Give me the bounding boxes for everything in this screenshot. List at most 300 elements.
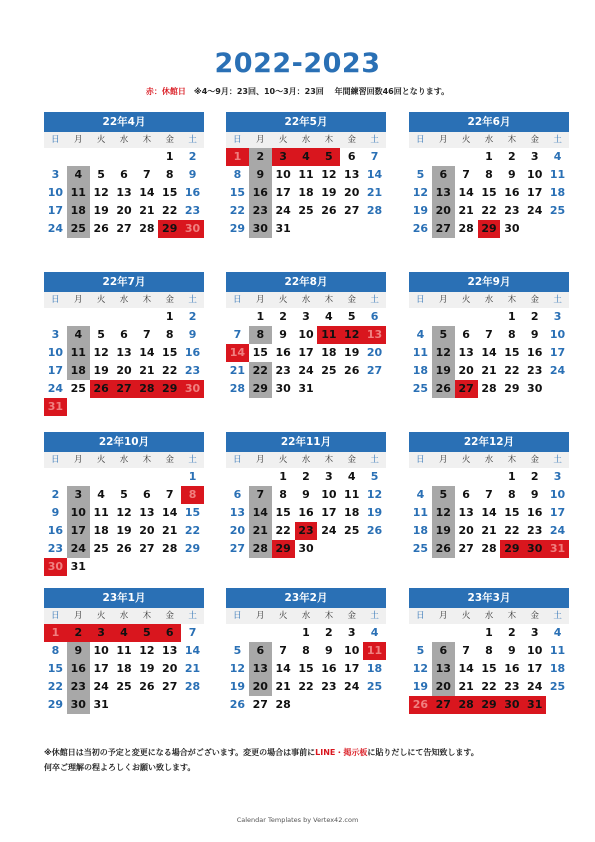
day-cell: 22	[504, 364, 520, 377]
practice-day-cell: 28	[249, 540, 272, 558]
day-cell: 26	[139, 680, 155, 693]
day-cell: 27	[116, 222, 132, 235]
day-cell: 24	[321, 524, 337, 537]
day-cell: 15	[481, 186, 497, 199]
weekday-label: 木	[142, 295, 152, 305]
weekday-header	[409, 452, 569, 468]
day-cell: 1	[302, 626, 310, 639]
empty-cell	[432, 308, 455, 326]
day-cell: 14	[139, 346, 155, 359]
day-cell: 24	[527, 204, 543, 217]
closed-day-cell: 29	[500, 540, 523, 558]
day-cell: 8	[279, 488, 287, 501]
weekday-label: 金	[347, 295, 356, 305]
day-cell: 4	[347, 470, 356, 483]
day-cell: 10	[344, 644, 360, 657]
day-cell: 9	[530, 488, 539, 501]
weekday-label: 月	[256, 455, 265, 465]
day-cell: 8	[508, 328, 516, 341]
weekday-label: 金	[347, 611, 356, 621]
subtitle	[0, 86, 595, 97]
closed-day-cell: 3	[90, 624, 113, 642]
day-cell: 10	[549, 488, 566, 501]
practice-day-cell: 9	[249, 166, 272, 184]
weekday-label: 水	[119, 611, 129, 621]
practice-day-cell: 18	[67, 362, 90, 380]
empty-cell	[272, 624, 295, 642]
practice-day-cell: 20	[249, 678, 272, 696]
empty-cell	[44, 468, 67, 486]
day-cell: 15	[504, 346, 520, 359]
day-cell: 3	[530, 626, 539, 639]
day-cell: 7	[143, 168, 151, 181]
closed-day-cell: 26	[409, 696, 432, 714]
empty-cell	[135, 308, 158, 326]
day-cell: 17	[527, 662, 543, 675]
day-cell: 15	[47, 662, 64, 675]
day-cell: 9	[302, 488, 310, 501]
practice-day-cell: 5	[432, 486, 455, 504]
day-cell: 18	[321, 346, 337, 359]
weekday-label: 金	[165, 135, 174, 145]
weekday-label: 木	[507, 135, 517, 145]
empty-cell	[44, 148, 67, 166]
day-cell: 2	[51, 488, 60, 501]
practice-day-cell: 20	[432, 202, 455, 220]
empty-cell	[478, 308, 501, 326]
weekday-label: 水	[119, 455, 129, 465]
day-cell: 20	[139, 524, 155, 537]
day-cell: 31	[275, 222, 291, 235]
day-cell: 31	[70, 560, 86, 573]
day-cell: 29	[229, 222, 246, 235]
weekday-label: 土	[370, 135, 379, 145]
practice-day-cell: 26	[432, 380, 455, 398]
empty-cell	[158, 468, 181, 486]
day-cell: 8	[485, 168, 493, 181]
day-cell: 2	[325, 626, 333, 639]
day-grid	[44, 148, 204, 238]
weekday-label: 日	[416, 135, 425, 145]
day-cell: 3	[530, 150, 539, 163]
day-cell: 26	[93, 222, 109, 235]
weekday-label: 日	[416, 295, 425, 305]
day-cell: 28	[481, 382, 497, 395]
weekday-label: 木	[324, 455, 334, 465]
day-cell: 9	[188, 168, 197, 181]
day-cell: 11	[549, 168, 566, 181]
day-cell: 13	[139, 506, 155, 519]
day-cell: 29	[504, 382, 520, 395]
day-cell: 28	[275, 698, 291, 711]
weekday-label: 木	[324, 295, 334, 305]
practice-day-cell: 6	[432, 642, 455, 660]
day-cell: 13	[229, 506, 246, 519]
day-cell: 13	[344, 168, 360, 181]
empty-cell	[135, 468, 158, 486]
day-cell: 20	[116, 364, 132, 377]
day-cell: 15	[481, 662, 497, 675]
weekday-label: 日	[416, 455, 425, 465]
closed-day-cell: 29	[272, 540, 295, 558]
weekday-label: 金	[530, 135, 539, 145]
month-header: 22年12月	[409, 432, 569, 452]
closed-day-cell: 4	[113, 624, 136, 642]
day-cell: 2	[279, 310, 287, 323]
closed-day-cell: 3	[272, 148, 295, 166]
day-cell: 16	[298, 506, 314, 519]
day-cell: 7	[188, 626, 197, 639]
empty-cell	[113, 308, 136, 326]
day-cell: 19	[344, 346, 360, 359]
day-cell: 26	[344, 364, 360, 377]
weekday-label: 月	[74, 611, 83, 621]
day-cell: 20	[458, 524, 474, 537]
weekday-label: 月	[256, 611, 265, 621]
empty-cell	[226, 624, 249, 642]
weekday-label: 火	[461, 611, 471, 621]
practice-day-cell: 6	[249, 642, 272, 660]
day-cell: 24	[93, 680, 109, 693]
day-cell: 25	[321, 364, 337, 377]
practice-day-cell: 12	[432, 504, 455, 522]
weekday-label: 木	[142, 135, 152, 145]
weekday-header	[226, 452, 386, 468]
day-cell: 1	[485, 150, 493, 163]
day-cell: 15	[298, 662, 314, 675]
day-cell: 10	[527, 644, 543, 657]
day-cell: 11	[344, 488, 360, 501]
empty-cell	[44, 308, 67, 326]
day-cell: 22	[481, 204, 497, 217]
day-cell: 2	[508, 150, 516, 163]
day-cell: 16	[184, 346, 201, 359]
day-cell: 17	[549, 506, 566, 519]
day-cell: 21	[458, 680, 474, 693]
empty-cell	[409, 624, 432, 642]
day-cell: 12	[366, 488, 383, 501]
closed-day-cell: 27	[432, 696, 455, 714]
notice-text-2: に貼りだしにて告知致します。	[367, 748, 479, 757]
day-cell: 28	[162, 542, 178, 555]
closed-day-cell: 8	[181, 486, 204, 504]
weekday-label: 木	[324, 135, 334, 145]
day-cell: 22	[162, 204, 178, 217]
day-cell: 3	[553, 470, 562, 483]
day-cell: 18	[412, 364, 429, 377]
day-cell: 20	[229, 524, 246, 537]
closed-day-cell: 30	[523, 540, 546, 558]
weekday-label: 火	[278, 295, 288, 305]
day-cell: 29	[47, 698, 64, 711]
day-cell: 8	[165, 168, 174, 181]
day-cell: 19	[93, 204, 109, 217]
day-cell: 23	[184, 364, 201, 377]
practice-day-cell: 8	[249, 326, 272, 344]
day-cell: 1	[508, 310, 516, 323]
day-cell: 4	[416, 328, 425, 341]
weekday-label: 木	[507, 455, 517, 465]
day-cell: 20	[458, 364, 474, 377]
day-cell: 26	[321, 204, 337, 217]
day-cell: 7	[485, 328, 493, 341]
closed-day-cell: 1	[226, 148, 249, 166]
day-cell: 23	[184, 204, 201, 217]
closed-day-cell: 5	[317, 148, 340, 166]
day-cell: 2	[188, 150, 197, 163]
weekday-label: 火	[461, 455, 471, 465]
weekday-label: 火	[96, 455, 106, 465]
day-cell: 6	[347, 150, 356, 163]
empty-cell	[249, 468, 272, 486]
day-cell: 28	[184, 680, 201, 693]
weekday-label: 日	[233, 455, 242, 465]
weekday-label: 水	[484, 611, 494, 621]
day-cell: 11	[93, 506, 109, 519]
day-cell: 4	[325, 310, 333, 323]
empty-cell	[455, 624, 478, 642]
footer-credit: Calendar Templates by Vertex42.com	[236, 816, 359, 824]
day-cell: 25	[412, 382, 429, 395]
weekday-header	[44, 608, 204, 624]
practice-day-cell: 19	[432, 362, 455, 380]
weekday-label: 金	[165, 295, 174, 305]
weekday-label: 月	[256, 295, 265, 305]
closed-day-cell: 30	[44, 558, 67, 576]
day-cell: 8	[485, 644, 493, 657]
weekday-label: 月	[74, 295, 83, 305]
day-cell: 8	[165, 328, 174, 341]
weekday-label: 土	[188, 611, 197, 621]
day-cell: 16	[47, 524, 64, 537]
day-cell: 4	[97, 488, 105, 501]
weekday-label: 金	[530, 295, 539, 305]
day-cell: 11	[116, 644, 132, 657]
weekday-label: 水	[119, 135, 129, 145]
day-cell: 14	[481, 346, 497, 359]
day-cell: 23	[527, 524, 543, 537]
day-cell: 23	[47, 542, 64, 555]
day-cell: 29	[184, 542, 201, 555]
day-cell: 3	[347, 626, 356, 639]
weekday-label: 水	[301, 295, 311, 305]
day-cell: 7	[233, 328, 242, 341]
notice-text-3: 何卒ご理解の程よろしくお願い致します。	[44, 763, 196, 772]
day-cell: 22	[275, 524, 291, 537]
day-cell: 19	[229, 680, 246, 693]
day-cell: 22	[504, 524, 520, 537]
empty-cell	[455, 468, 478, 486]
closed-day-cell: 2	[67, 624, 90, 642]
weekday-label: 金	[347, 135, 356, 145]
day-cell: 9	[508, 168, 516, 181]
day-grid	[44, 624, 204, 714]
day-cell: 3	[51, 168, 60, 181]
day-cell: 5	[370, 470, 379, 483]
day-cell: 22	[162, 364, 178, 377]
closed-day-cell: 29	[478, 696, 501, 714]
day-cell: 17	[527, 186, 543, 199]
weekday-header	[44, 132, 204, 148]
practice-day-cell: 21	[249, 522, 272, 540]
weekday-label: 水	[484, 295, 494, 305]
weekday-label: 土	[553, 135, 562, 145]
day-grid	[226, 468, 386, 558]
day-cell: 26	[412, 222, 429, 235]
day-cell: 5	[416, 168, 425, 181]
weekday-label: 土	[553, 455, 562, 465]
day-cell: 28	[366, 204, 383, 217]
weekday-label: 日	[51, 135, 60, 145]
closed-day-cell: 14	[226, 344, 249, 362]
empty-cell	[432, 468, 455, 486]
day-cell: 9	[325, 644, 333, 657]
weekday-label: 月	[439, 135, 448, 145]
empty-cell	[455, 308, 478, 326]
day-cell: 17	[47, 204, 64, 217]
closed-day-cell: 27	[113, 380, 136, 398]
day-cell: 26	[116, 542, 132, 555]
practice-day-cell: 25	[67, 220, 90, 238]
weekday-label: 土	[370, 611, 379, 621]
day-cell: 1	[279, 470, 287, 483]
day-cell: 19	[321, 186, 337, 199]
day-cell: 12	[93, 346, 109, 359]
closed-day-cell: 1	[44, 624, 67, 642]
day-cell: 31	[298, 382, 314, 395]
closed-day-cell: 11	[317, 326, 340, 344]
day-cell: 4	[553, 626, 562, 639]
day-cell: 21	[139, 204, 155, 217]
practice-day-cell: 26	[432, 540, 455, 558]
month-header: 22年5月	[226, 112, 386, 132]
day-cell: 8	[51, 644, 60, 657]
month-calendar	[226, 588, 386, 714]
day-cell: 1	[256, 310, 265, 323]
weekday-label: 日	[51, 611, 60, 621]
weekday-label: 金	[165, 455, 174, 465]
practice-day-cell: 19	[432, 522, 455, 540]
month-header: 22年4月	[44, 112, 204, 132]
day-cell: 5	[347, 310, 356, 323]
day-cell: 11	[412, 506, 429, 519]
month-calendar	[409, 432, 569, 558]
day-cell: 26	[366, 524, 383, 537]
day-cell: 14	[275, 662, 291, 675]
day-cell: 2	[302, 470, 310, 483]
day-cell: 25	[412, 542, 429, 555]
weekday-label: 火	[461, 295, 471, 305]
month-header: 23年2月	[226, 588, 386, 608]
day-cell: 15	[275, 506, 291, 519]
month-header: 22年9月	[409, 272, 569, 292]
practice-day-cell: 4	[67, 166, 90, 184]
closed-day-cell: 6	[158, 624, 181, 642]
day-cell: 9	[279, 328, 287, 341]
day-cell: 18	[298, 186, 314, 199]
day-cell: 21	[275, 680, 291, 693]
weekday-label: 水	[301, 135, 311, 145]
day-cell: 16	[504, 186, 520, 199]
day-cell: 12	[412, 662, 429, 675]
month-calendar	[409, 588, 569, 714]
day-cell: 28	[229, 382, 246, 395]
practice-day-cell: 18	[67, 202, 90, 220]
day-cell: 6	[120, 168, 128, 181]
practice-day-cell: 16	[249, 184, 272, 202]
day-grid	[409, 148, 569, 238]
day-cell: 31	[93, 698, 109, 711]
day-cell: 24	[275, 204, 291, 217]
day-cell: 23	[504, 680, 520, 693]
day-cell: 5	[233, 644, 242, 657]
closed-day-cell: 28	[455, 696, 478, 714]
day-grid	[409, 468, 569, 558]
day-cell: 12	[93, 186, 109, 199]
day-cell: 13	[116, 346, 132, 359]
empty-cell	[113, 148, 136, 166]
weekday-label: 木	[324, 611, 334, 621]
day-grid	[226, 148, 386, 238]
day-cell: 20	[162, 662, 178, 675]
day-cell: 19	[139, 662, 155, 675]
day-cell: 5	[120, 488, 128, 501]
day-cell: 1	[165, 310, 174, 323]
day-cell: 21	[481, 364, 497, 377]
day-cell: 13	[116, 186, 132, 199]
empty-cell	[135, 148, 158, 166]
day-cell: 27	[139, 542, 155, 555]
notice-text-1: ※休館日は当初の予定と変更になる場合がございます。変更の場合は事前に	[44, 748, 316, 757]
day-cell: 21	[366, 186, 383, 199]
closed-day-cell: 28	[135, 380, 158, 398]
day-cell: 18	[549, 186, 566, 199]
day-cell: 18	[412, 524, 429, 537]
day-cell: 22	[298, 680, 314, 693]
weekday-label: 火	[278, 611, 288, 621]
day-cell: 22	[47, 680, 64, 693]
closed-day-cell: 4	[295, 148, 318, 166]
empty-cell	[249, 624, 272, 642]
weekday-label: 金	[347, 455, 356, 465]
day-cell: 10	[321, 488, 337, 501]
day-cell: 14	[366, 168, 383, 181]
day-cell: 12	[139, 644, 155, 657]
weekday-header	[44, 452, 204, 468]
day-cell: 5	[97, 328, 105, 341]
weekday-label: 土	[188, 135, 197, 145]
day-cell: 23	[527, 364, 543, 377]
weekday-label: 月	[256, 135, 265, 145]
practice-day-cell: 4	[67, 326, 90, 344]
closed-day-cell: 31	[546, 540, 569, 558]
closed-day-cell: 30	[500, 696, 523, 714]
weekday-label: 日	[233, 611, 242, 621]
practice-day-cell: 16	[67, 660, 90, 678]
day-cell: 9	[51, 506, 60, 519]
closed-legend: 赤：休館日	[145, 87, 186, 96]
day-cell: 20	[344, 186, 360, 199]
weekday-label: 火	[278, 135, 288, 145]
day-cell: 2	[530, 470, 539, 483]
weekday-label: 金	[530, 455, 539, 465]
empty-cell	[409, 468, 432, 486]
day-cell: 21	[162, 524, 178, 537]
weekday-label: 月	[74, 135, 83, 145]
month-calendar	[44, 432, 204, 576]
day-cell: 17	[344, 662, 360, 675]
practice-day-cell: 30	[67, 696, 90, 714]
